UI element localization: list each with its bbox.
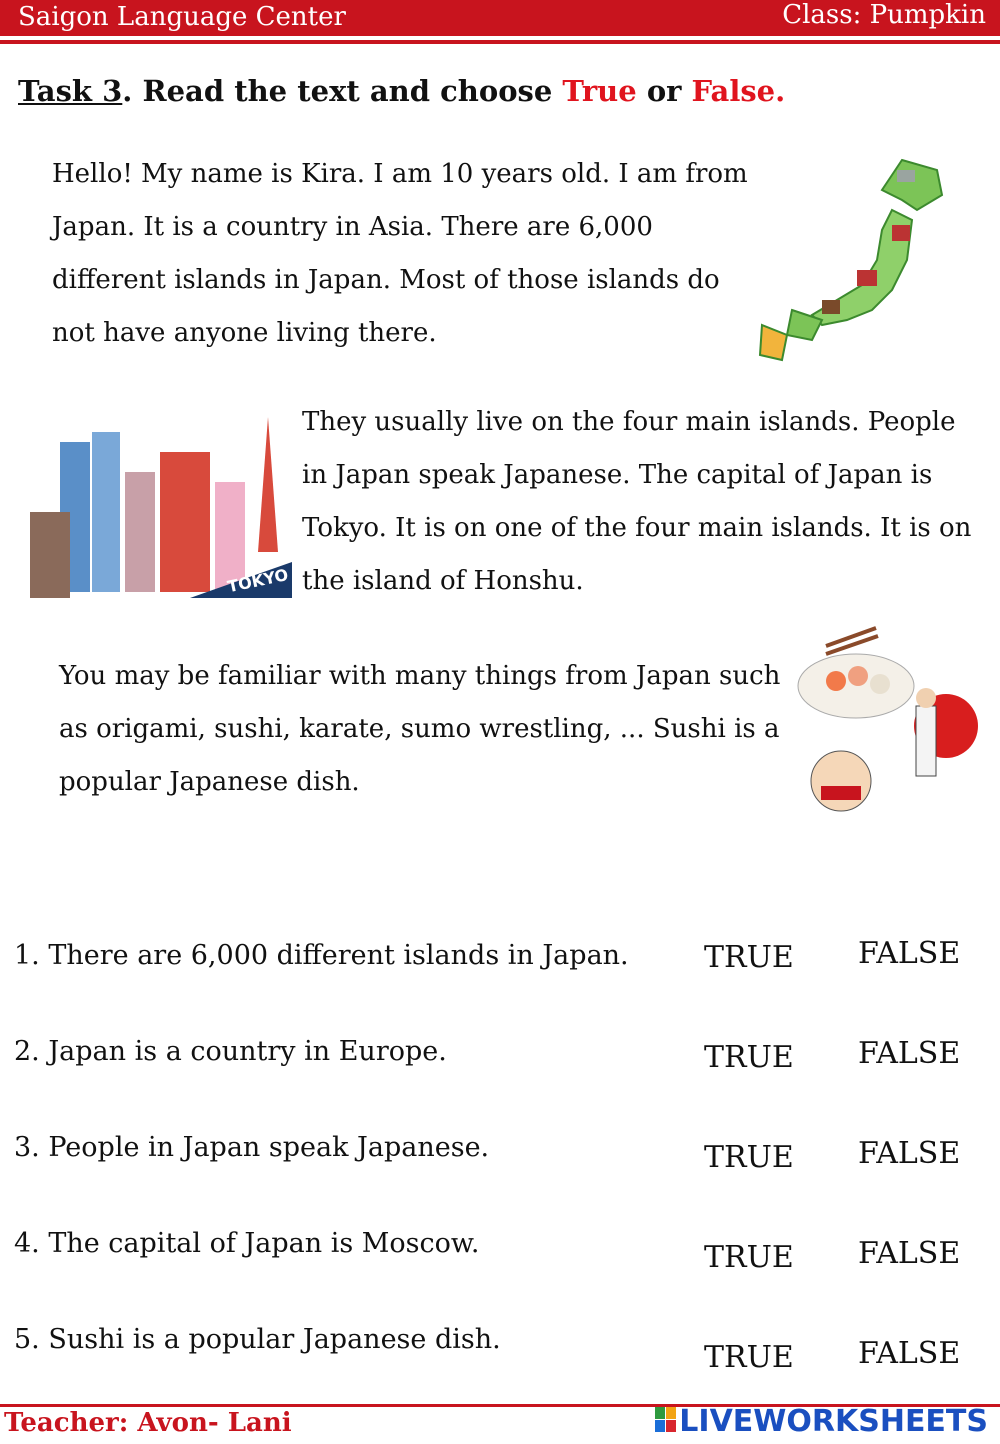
passage-paragraph-2: They usually live on the four main islands. People in Japan speak Japanese. The capital of Japan is Tokyo. It is on one of the four main islands. It is on the island of Honshu.: [302, 407, 972, 596]
task-true-word: True: [562, 74, 637, 108]
question-2-true-option[interactable]: TRUE: [704, 1040, 794, 1075]
question-5: 5. Sushi is a popular Japanese dish.: [14, 1324, 501, 1355]
liveworksheets-logo: [655, 1404, 988, 1439]
liveworksheets-tiles-icon: [655, 1407, 677, 1433]
class-name: Class: Pumpkin: [782, 0, 986, 30]
question-1: 1. There are 6,000 different islands in Japan.: [14, 940, 629, 971]
japan-culture-image: [796, 626, 984, 822]
japan-map-image: [752, 150, 952, 370]
question-5-false-option[interactable]: FALSE: [858, 1336, 961, 1371]
task-or-word: or: [636, 74, 692, 108]
teacher-name: Teacher: Avon- Lani: [4, 1408, 292, 1438]
question-4-false-option[interactable]: FALSE: [858, 1236, 961, 1271]
question-5-true-option[interactable]: TRUE: [704, 1340, 794, 1375]
question-3-true-option[interactable]: TRUE: [704, 1140, 794, 1175]
question-4: 4. The capital of Japan is Moscow.: [14, 1228, 480, 1259]
task-false-word: False.: [691, 74, 786, 108]
question-2: 2. Japan is a country in Europe.: [14, 1036, 447, 1067]
question-3-false-option[interactable]: FALSE: [858, 1136, 961, 1171]
task-text: . Read the text and choose: [122, 74, 563, 108]
header-divider: [0, 40, 1000, 44]
question-2-false-option[interactable]: FALSE: [858, 1036, 961, 1071]
question-1-false-option[interactable]: FALSE: [858, 936, 961, 971]
question-4-true-option[interactable]: TRUE: [704, 1240, 794, 1275]
liveworksheets-brand-text: LIVEWORKSHEETS: [679, 1404, 988, 1439]
header-bar: [0, 0, 1000, 36]
tokyo-cityscape-image: [30, 412, 292, 598]
school-name: Saigon Language Center: [18, 2, 346, 32]
svg-text:TOKYO: TOKYO: [225, 564, 290, 597]
passage-paragraph-1: Hello! My name is Kira. I am 10 years old. I am from Japan. It is a country in Asia. There are 6,000 different islands in Japan. Most of those islands do not have anyone living there.: [52, 159, 748, 348]
question-3: 3. People in Japan speak Japanese.: [14, 1132, 490, 1163]
task-label: Task 3: [18, 74, 123, 108]
question-1-true-option[interactable]: TRUE: [704, 940, 794, 975]
passage-paragraph-3: You may be familiar with many things from Japan such as origami, sushi, karate, sumo wrestling, ... Sushi is a popular Japanese dish.: [59, 661, 781, 797]
task-instruction: [18, 74, 785, 108]
